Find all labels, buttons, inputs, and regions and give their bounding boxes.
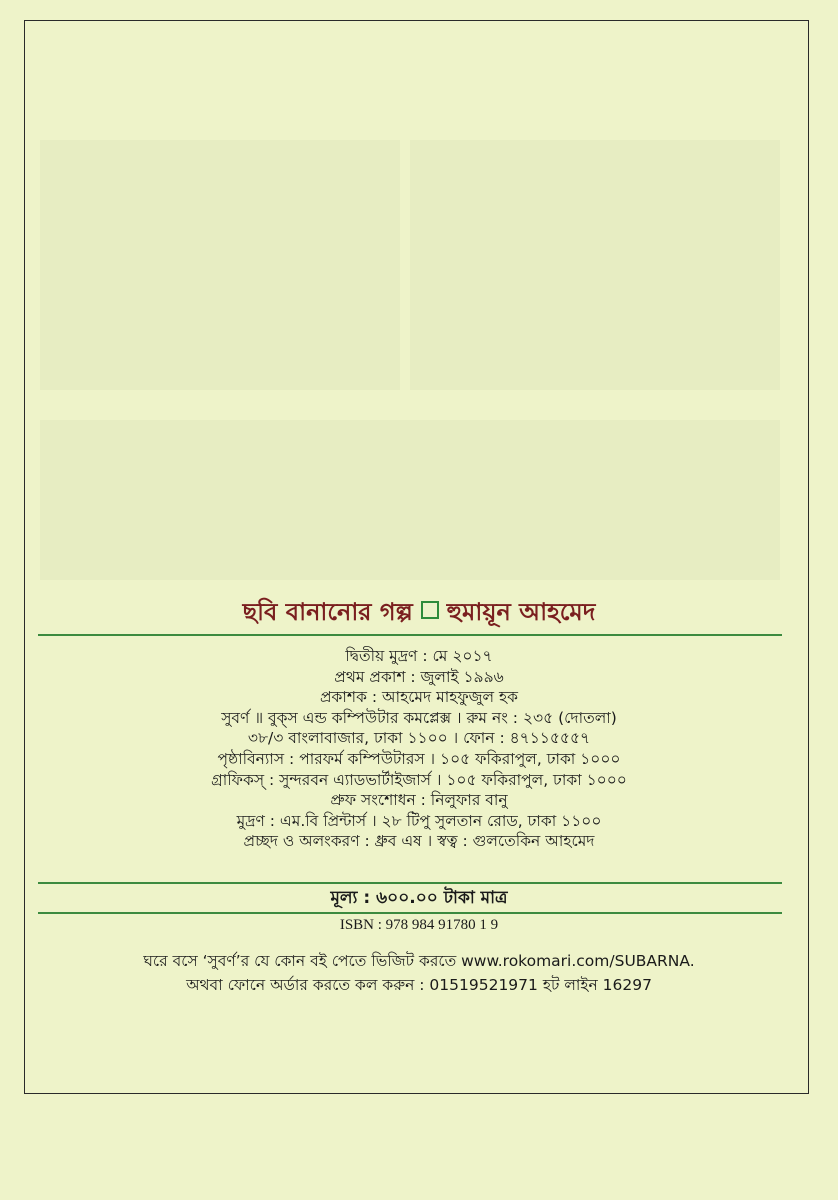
divider-rule xyxy=(38,882,782,884)
imprint-line: গ্রাফিকস্ : সুন্দরবন এ্যাডভার্টাইজার্স । ১০৫ ফকিরাপুল, ঢাকা ১০০০ xyxy=(211,770,627,789)
square-separator-icon xyxy=(421,601,439,619)
price: মূল্য : ৬০০.০০ টাকা মাত্র xyxy=(330,888,508,908)
isbn: ISBN : 978 984 91780 1 9 xyxy=(339,917,499,933)
promo-line: অথবা ফোনে অর্ডার করতে কল করুন : 01519521971 হট লাইন 16297 xyxy=(186,976,652,994)
imprint-line: সুবর্ণ ॥ বুক্‌স এন্ড কম্পিউটার কমপ্লেক্স । রুম নং : ২৩৫ (দোতলা) xyxy=(221,708,617,727)
imprint-line: প্রুফ সংশোধন : নিলুফার বানু xyxy=(330,791,508,810)
bleed-through-shadow xyxy=(410,140,780,390)
bleed-through-shadow xyxy=(40,140,400,390)
author-name: হুমায়ূন আহমেদ xyxy=(446,598,596,626)
book-title: ছবি বানানোর গল্প xyxy=(242,598,413,626)
imprint-line: প্রকাশক : আহমেদ মাহফুজুল হক xyxy=(319,688,519,707)
promo-block xyxy=(0,949,838,997)
divider-rule xyxy=(38,634,782,636)
divider-rule xyxy=(38,912,782,914)
bleed-through-shadow xyxy=(40,420,780,580)
imprint-line: দ্বিতীয় মুদ্রণ : মে ২০১৭ xyxy=(345,647,493,665)
book-title-line xyxy=(0,596,838,628)
imprint-line: ৩৮/৩ বাংলাবাজার, ঢাকা ১১০০ । ফোন : ৪৭১১৫৫৫৭ xyxy=(247,729,591,748)
imprint-line: পৃষ্ঠাবিন্যাস : পারফর্ম কম্পিউটারস । ১০৫ ফকিরাপুল, ঢাকা ১০০০ xyxy=(217,749,621,768)
imprint-block xyxy=(0,646,838,852)
imprint-line: মুদ্রণ : এম.বি প্রিন্টার্স । ২৮ টিপু সুলতান রোড, ঢাকা ১১০০ xyxy=(236,811,602,830)
imprint-line: প্রচ্ছদ ও অলংকরণ : ধ্রুব এষ । স্বত্ব : গুলতেকিন আহমেদ xyxy=(243,832,595,851)
imprint-line: প্রথম প্রকাশ : জুলাই ১৯৯৬ xyxy=(334,667,504,686)
promo-line: ঘরে বসে ‘সুবর্ণ’র যে কোন বই পেতে ভিজিট করতে www.rokomari.com/SUBARNA. xyxy=(143,952,695,970)
